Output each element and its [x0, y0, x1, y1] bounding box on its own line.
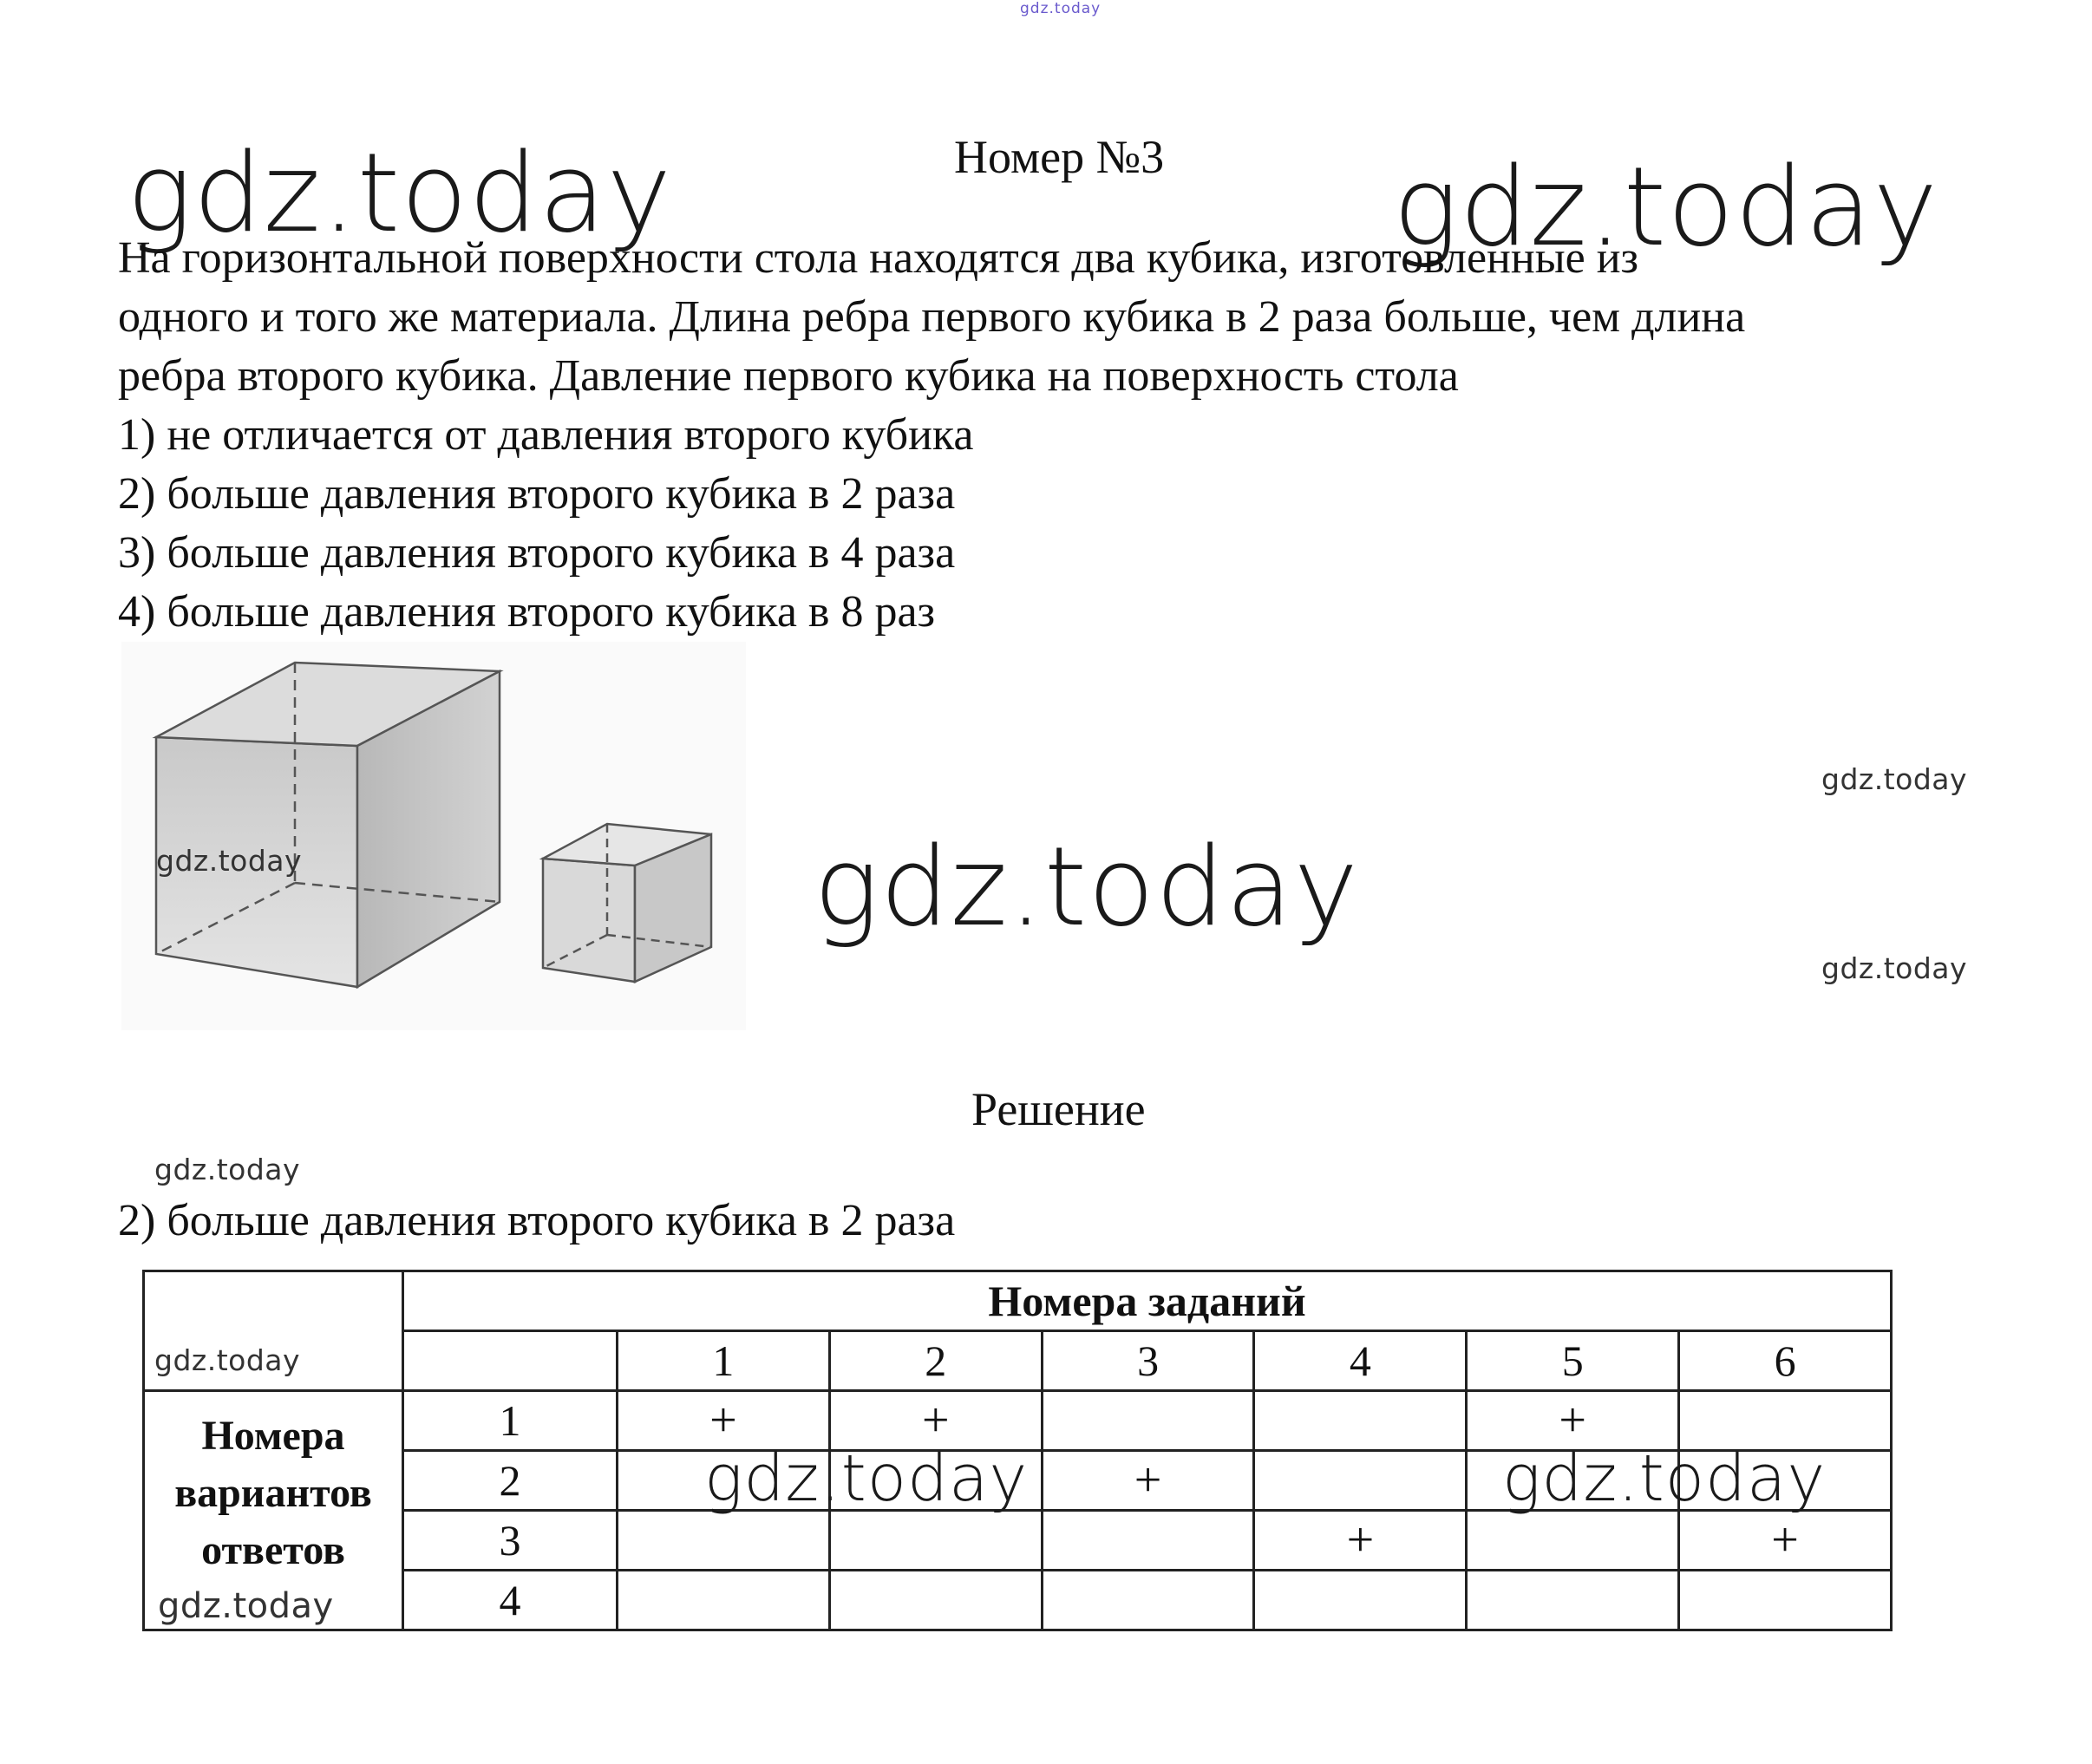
cubes-illustration	[121, 642, 746, 1030]
watermark-big-left: gdz.today	[127, 129, 673, 257]
table-cell	[829, 1511, 1042, 1571]
table-cell	[1042, 1571, 1254, 1630]
column-number: 6	[1679, 1331, 1892, 1391]
table-cell	[618, 1511, 830, 1571]
table-cell: +	[1254, 1511, 1467, 1571]
table-row	[144, 1571, 1892, 1630]
watermark-table-big-1: gdz.today	[704, 1441, 1029, 1516]
watermark-big-right: gdz.today	[1393, 143, 1939, 271]
answer-option-1: 1) не отличается от давления второго кубика	[118, 410, 974, 460]
watermark-small-right-1: gdz.today	[1821, 762, 1968, 796]
table-cell	[1042, 1511, 1254, 1571]
watermark-table-big-2: gdz.today	[1502, 1441, 1827, 1516]
watermark-solution: gdz.today	[154, 1153, 301, 1186]
column-number: 4	[1254, 1331, 1467, 1391]
table-cell	[1254, 1391, 1467, 1451]
watermark-table-1: gdz.today	[154, 1343, 301, 1377]
task-line: ребра второго кубика. Давление первого кубика на поверхность стола	[118, 351, 1459, 401]
row-number: 3	[403, 1511, 618, 1571]
row-number: 4	[403, 1571, 618, 1630]
table-cell	[1467, 1511, 1679, 1571]
row-header-text: Номера вариантов ответов	[174, 1412, 372, 1573]
cubes-figure	[121, 642, 746, 1030]
watermark-tiny: gdz.today	[1020, 0, 1102, 17]
answer-option-3: 3) больше давления второго кубика в 4 раза	[118, 528, 956, 578]
table-row	[144, 1511, 1892, 1571]
watermark-big-center: gdz.today	[814, 823, 1360, 951]
solution-title: Решение	[971, 1083, 1146, 1135]
column-number: 5	[1467, 1331, 1679, 1391]
table-cell: +	[1042, 1451, 1254, 1511]
table-header: Номера заданий	[403, 1271, 1892, 1331]
table-cell: +	[618, 1391, 830, 1451]
table-cell	[1042, 1391, 1254, 1451]
table-cell: +	[829, 1391, 1042, 1451]
small-cube	[543, 824, 711, 982]
task-line: одного и того же материала. Длина ребра первого кубика в 2 раза больше, чем длина	[118, 292, 1746, 342]
row-number: 1	[403, 1391, 618, 1451]
watermark-table-2: gdz.today	[158, 1586, 334, 1626]
answer-option-2: 2) больше давления второго кубика в 2 раза	[118, 469, 956, 519]
big-cube	[156, 663, 500, 987]
table-empty-cell	[403, 1331, 618, 1391]
row-number: 2	[403, 1451, 618, 1511]
column-number: 1	[618, 1331, 830, 1391]
table-cell: +	[1467, 1391, 1679, 1451]
table-cell	[1679, 1571, 1892, 1630]
watermark-figure: gdz.today	[156, 844, 303, 878]
column-number: 2	[829, 1331, 1042, 1391]
table-cell	[829, 1571, 1042, 1630]
table-cell	[1254, 1451, 1467, 1511]
table-cell: +	[1679, 1511, 1892, 1571]
watermark-small-right-2: gdz.today	[1821, 951, 1968, 985]
table-cell	[1467, 1571, 1679, 1630]
answer-option-4: 4) больше давления второго кубика в 8 раз	[118, 587, 936, 637]
table-cell	[618, 1571, 830, 1630]
table-cell	[1254, 1571, 1467, 1630]
task-line: На горизонтальной поверхности стола находятся два кубика, изготовленные из	[118, 233, 1639, 283]
solution-answer: 2) больше давления второго кубика в 2 раза	[118, 1196, 956, 1245]
column-number: 3	[1042, 1331, 1254, 1391]
task-text	[118, 229, 2052, 642]
page-title: Номер №3	[954, 131, 1165, 183]
